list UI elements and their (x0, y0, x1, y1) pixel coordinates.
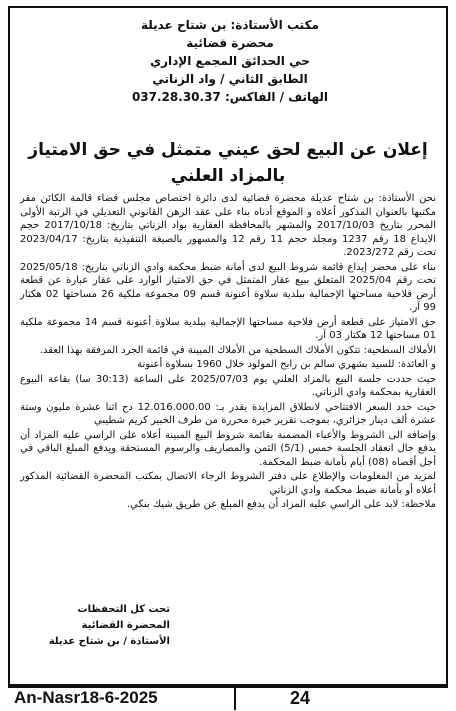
page-number: 24 (290, 688, 311, 708)
paragraph-second-parcel: حق الامتياز على قطعة أرض فلاحية مساحتها الإجمالية ببلدية سلاوة أعنونة قسم 14 مجموعة ملكية 01 مساحتها 12 هكتار 03 آر. (20, 316, 436, 341)
footer-divider (234, 684, 236, 710)
signature-name: الأستاذة / بن شتاح عديلة (48, 636, 170, 647)
notice-body (20, 192, 436, 513)
signature-title: المحضرة القضائية (81, 620, 170, 631)
paragraph-contact: لمزيد من المعلومات والإطلاع على دفتر الشروط الرجاء الاتصال بمكتب المحضرة القضائية المذكور أعلاه أو بأمانة ضبط محكمة وادي الزناتي (20, 471, 436, 496)
header-phone-fax: الهاتف / الفاكس: 037.28.30.37 (131, 90, 329, 104)
notice-title: إعلان عن البيع لحق عيني متمثل في حق الامتياز بالمزاد العلني (28, 140, 428, 186)
header-office-name: مكتب الأستاذة: بن شتاح عديلة (141, 18, 319, 32)
signature-block (20, 602, 170, 650)
footer-strip (8, 684, 448, 710)
paragraph-note: ملاحظة: لابد على الراسي عليه المزاد أن يدفع المبلغ عن طريق شيك بنكي. (126, 499, 436, 510)
header-address-district: حي الحدائق المجمع الإداري (150, 54, 310, 68)
signature-reservation: تحت كل التحفظات (77, 604, 170, 615)
paragraph-auction-date: حيث حددت جلسة البيع بالمزاد العلني يوم 2025/07/03 على الساعة (30:13 سا) بقاعة البيوع العقارية بمحكمة وادي الزناتي. (20, 373, 437, 398)
newspaper-source: An-Nasr18-6-2025 (14, 688, 158, 707)
header-profession: محضرة قضائية (186, 36, 274, 50)
paragraph-payment-terms: وإضافة الى الشروط والأعباء المضمنة بقائمة شروط البيع المبينة أعلاه على الراسي عليه المزاد أن يدفع حال انعقاد الجلسة خمس (5/1) الثمن والمصاريف والرسوم المستحقة ويدفع المبلغ الباقي في أجل أقصاه (08) أيام بأمانة ضبط المحكمة. (20, 429, 437, 468)
paragraph-owner: و العائدة: للسيد بشهري سالم بن رابح المولود خلال 1960 بسلاوة أعنونة (137, 359, 436, 370)
paragraph-surface-property: الأملاك السطحية: تتكون الأملاك السطحية من الأملاك المبينة في قائمة الجرد المرفقة بهذا العقد. (39, 344, 436, 356)
paragraph-deposit: بناء على محضر إيداع قائمة شروط البيع لدى أمانة ضبط محكمة وادي الزناتي بتاريخ: 2025/05/18 تحت رقم 2025/04 المتعلق ببيع عقار المتمثل في حق الامتياز الوارد على عقار عبارة عن قطعة أرض فلاحية مساحتها الإجمالية ببلدية سلاوة أعنونة قسم 09 مجموعة ملكية 26 مساحتها 02 هكتار 99 آر. (20, 261, 436, 313)
header-address-floor: الطابق الثاني / واد الزناتي (152, 72, 308, 86)
paragraph-opening-price: حيث حدد السعر الافتتاحي لانطلاق المزايدة يقدر بـ: 12.016.000.00 دج اثنا عشرة مليون وستة عشرة ألف دينار جزائري، بموجب تقرير خبرة محررة من طرف الخبير كريم شطيبي (20, 401, 437, 426)
paragraph-intro: نحن الأستاذة: بن شتاح عديلة محضرة قضائية لدى دائرة اختصاص مجلس قضاء قالمة الكائن مقر مكتبها بالعنوان المذكور أعلاه و الموقع أدناه بناء على عقد الرهن القانوني التعديلي في الرتبة الأولى المحرر بتاريخ 2017/10/03 والمشهر بالمحافظة العقارية بواد الزناتي بتاريخ: 2017/10/18 حجم الايداع 18 رقم 1237 ومجلد حجم 11 رقم 12 والمسهور بالصيغة التنفيذية بتاريخ: 2023/04/17 تحت رقم 2023/272. (20, 193, 437, 258)
office-header (60, 16, 400, 106)
